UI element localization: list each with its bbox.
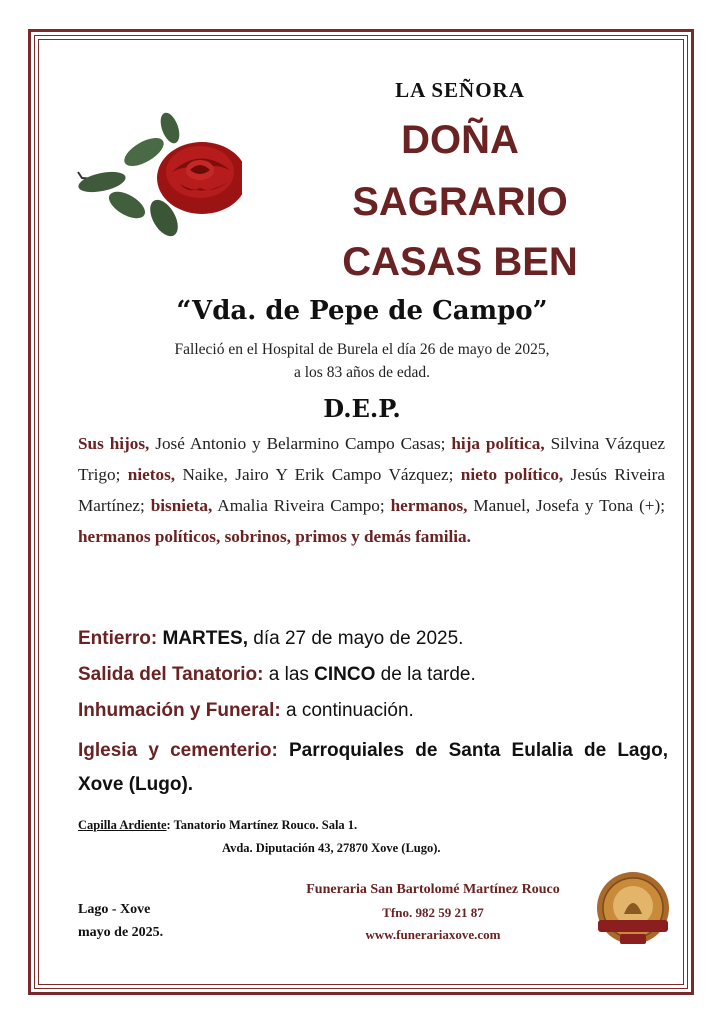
funeral-home-seal-icon — [588, 870, 678, 950]
church-line — [78, 734, 668, 802]
family-text-hijos: José Antonio y Belarmino Campo Casas; — [149, 434, 452, 453]
family-text-bisnieta: Amalia Riveira Campo; — [212, 496, 391, 515]
family-label-hermanos-politicos: hermanos políticos, sobrinos, primos y demás familia. — [78, 527, 471, 546]
family-text-nietos: Naike, Jairo Y Erik Campo Vázquez; — [175, 465, 461, 484]
burial-label: Entierro: — [78, 628, 158, 649]
interment-text: a continuación. — [280, 700, 414, 721]
family-text-hija-politica: Silvina Vázquez Trigo; — [78, 434, 665, 484]
chapel-line-1 — [78, 818, 357, 833]
deceased-name-line-3: CASAS BEN — [342, 240, 578, 284]
deceased-name-line-2: SAGRARIO — [352, 180, 568, 224]
family-label-hijos: Sus hijos, — [78, 434, 150, 453]
chapel-text-1: : Tanatorio Martínez Rouco. Sala 1. — [166, 818, 358, 832]
church-label: Iglesia y cementerio: — [78, 740, 278, 761]
family-text-hermanos: Manuel, Josefa y Tona (+); — [467, 496, 666, 515]
family-label-nieto-politico: nieto político, — [460, 465, 564, 484]
nickname: “Vda. de Pepe de Campo” — [176, 296, 548, 326]
chapel-label: Capilla Ardiente — [78, 818, 167, 832]
family-paragraph — [78, 428, 665, 552]
title-prefix: LA SEÑORA — [395, 78, 525, 102]
family-label-hija-politica: hija política, — [451, 434, 545, 453]
family-label-bisnieta: bisnieta, — [150, 496, 213, 515]
family-label-hermanos: hermanos, — [390, 496, 468, 515]
departure-time: CINCO — [314, 664, 376, 685]
death-notice-line-1: Falleció en el Hospital de Burela el día 26 de mayo de 2025, — [174, 341, 550, 358]
departure-label: Salida del Tanatorio: — [78, 664, 264, 685]
family-label-nietos: nietos, — [127, 465, 176, 484]
rip-heading: D.E.P. — [323, 394, 401, 423]
church-text: Parroquiales de Santa Eulalia de Lago, Xove (Lugo). — [78, 740, 668, 795]
footer-date: mayo de 2025. — [78, 925, 164, 940]
family-text-nieto-politico: Jesús Riveira Martínez; — [78, 465, 665, 515]
rose-icon — [72, 100, 242, 240]
footer-place: Lago - Xove — [78, 902, 151, 917]
funeral-home-phone: Tfno. 982 59 21 87 — [382, 905, 484, 920]
interment-label: Inhumación y Funeral: — [78, 700, 281, 721]
deceased-name-line-1: DOÑA — [401, 118, 519, 162]
burial-line — [78, 628, 668, 650]
chapel-line-2: Avda. Diputación 43, 27870 Xove (Lugo). — [222, 841, 441, 855]
funeral-home-website: www.funerariaxove.com — [365, 927, 501, 942]
death-notice-line-2: a los 83 años de edad. — [293, 364, 431, 381]
burial-day: MARTES, — [162, 628, 248, 649]
departure-pre: a las — [263, 664, 315, 685]
interment-line — [78, 700, 668, 722]
burial-text: día 27 de mayo de 2025. — [247, 628, 464, 649]
funeral-home-name: Funeraria San Bartolomé Martínez Rouco — [306, 882, 560, 897]
departure-line — [78, 664, 668, 686]
departure-post: de la tarde. — [375, 664, 476, 685]
